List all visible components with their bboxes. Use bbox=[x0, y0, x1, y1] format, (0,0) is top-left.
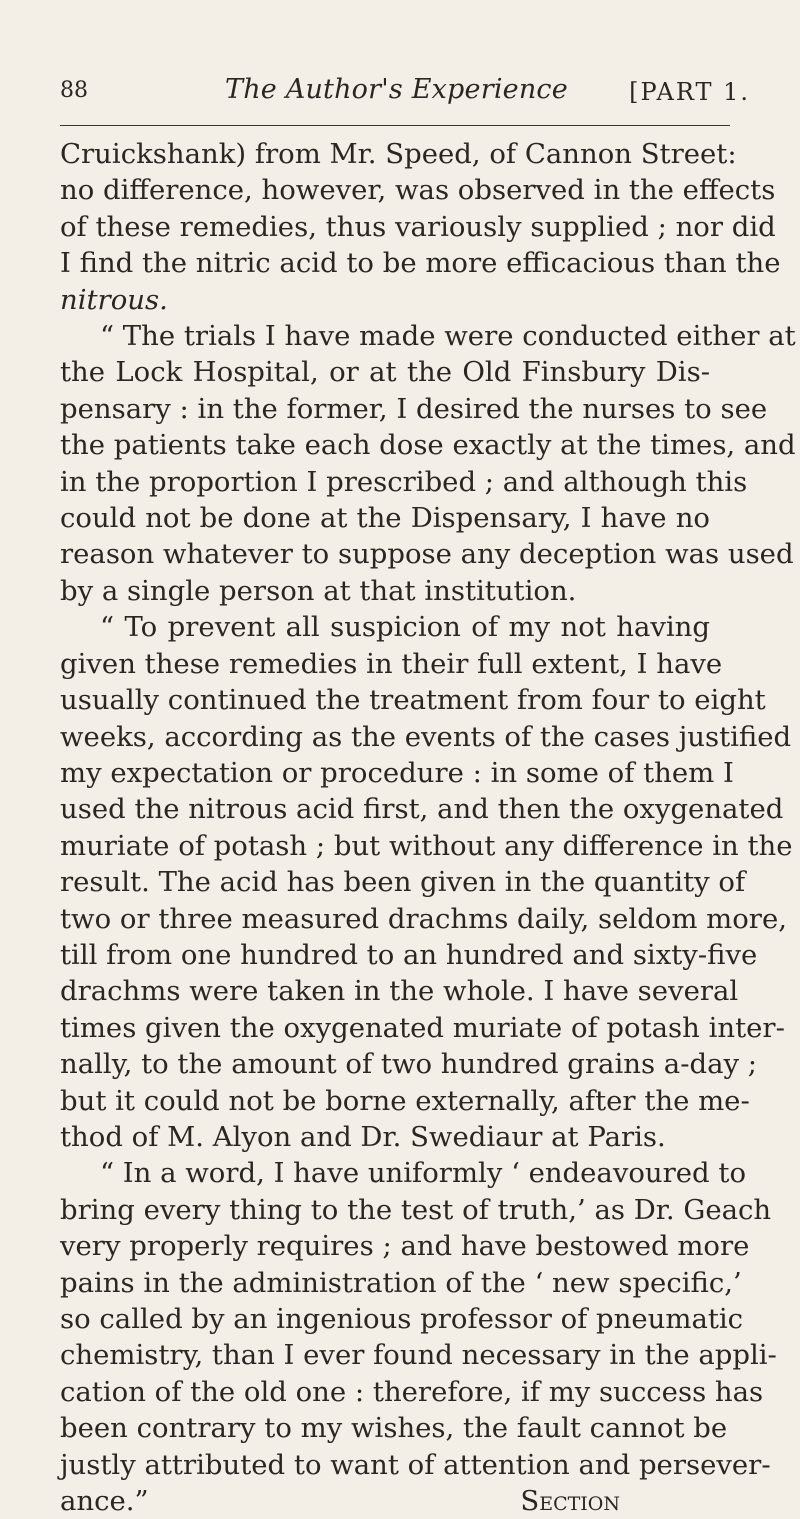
text-line: usually continued the treatment from four to eight bbox=[60, 684, 766, 717]
text-line bbox=[60, 282, 710, 318]
text-line: I find the nitric acid to be more efficacious than the bbox=[60, 247, 781, 280]
text-line: two or three measured drachms daily, seldom more, bbox=[60, 902, 787, 935]
text-line: cation of the old one : therefore, if my success has bbox=[60, 1375, 764, 1408]
text-line: chemistry, than I ever found necessary in the appli- bbox=[60, 1339, 777, 1372]
header-rule bbox=[60, 125, 730, 126]
italic-word: nitrous. bbox=[60, 283, 168, 316]
text-line: drachms were taken in the whole. I have several bbox=[60, 975, 739, 1008]
text-line: “ The trials I have made were conducted either at bbox=[100, 320, 796, 353]
text-line: till from one hundred to an hundred and sixty-five bbox=[60, 938, 758, 971]
text-line: but it could not be borne externally, after the me- bbox=[60, 1084, 750, 1117]
text-line: nally, to the amount of two hundred grains a-day ; bbox=[60, 1048, 758, 1081]
text-line: of these remedies, thus variously supplied ; nor did bbox=[60, 210, 776, 243]
text-line: times given the oxygenated muriate of potash inter- bbox=[60, 1011, 785, 1044]
text-line bbox=[60, 1483, 710, 1519]
page-number: 88 bbox=[60, 78, 88, 103]
text-line: in the proportion I prescribed ; and although this bbox=[60, 465, 748, 498]
running-title: The Author's Experience bbox=[225, 74, 568, 105]
part-label: [PART 1. bbox=[629, 78, 750, 106]
body-text bbox=[60, 136, 796, 1519]
text-line: weeks, according as the events of the cases justified bbox=[60, 720, 792, 753]
text-line: the Lock Hospital, or at the Old Finsbury Dis- bbox=[60, 356, 710, 389]
text-line: my expectation or procedure : in some of them I bbox=[60, 756, 734, 789]
text-line: very properly requires ; and have bestowed more bbox=[60, 1230, 750, 1263]
text-line: result. The acid has been given in the quantity of bbox=[60, 866, 746, 899]
text-line: so called by an ingenious professor of pneumatic bbox=[60, 1303, 744, 1335]
text-line: pensary : in the former, I desired the nurses to see bbox=[60, 392, 768, 425]
text-line: muriate of potash ; but without any difference in the bbox=[60, 829, 793, 862]
text-line: pains in the administration of the ‘ new specific,’ bbox=[60, 1266, 742, 1299]
text-line: used the nitrous acid first, and then the oxygenated bbox=[60, 793, 784, 826]
text-line: thod of M. Alyon and Dr. Swediaur at Paris. bbox=[60, 1120, 666, 1153]
text-line: could not be done at the Dispensary, I have no bbox=[60, 502, 710, 535]
text-line: Cruickshank) from Mr. Speed, of Cannon Street: bbox=[60, 138, 737, 170]
text-line: been contrary to my wishes, the fault cannot be bbox=[60, 1412, 728, 1445]
catchword: Section bbox=[520, 1485, 620, 1518]
final-line-text: ance.” bbox=[60, 1485, 149, 1518]
text-line: bring every thing to the test of truth,’ as Dr. Geach bbox=[60, 1193, 772, 1226]
text-line: by a single person at that institution. bbox=[60, 574, 577, 607]
text-line: justly attributed to want of attention and persever- bbox=[60, 1448, 771, 1481]
text-line: “ In a word, I have uniformly ‘ endeavoured to bbox=[100, 1157, 747, 1190]
text-line: reason whatever to suppose any deception was used bbox=[60, 538, 794, 571]
text-line: the patients take each dose exactly at the times, and bbox=[60, 429, 796, 462]
text-line: no difference, however, was observed in the effects bbox=[60, 174, 776, 207]
text-line: given these remedies in their full extent, I have bbox=[60, 647, 723, 680]
text-line: “ To prevent all suspicion of my not having bbox=[100, 611, 710, 644]
running-header bbox=[60, 74, 750, 114]
